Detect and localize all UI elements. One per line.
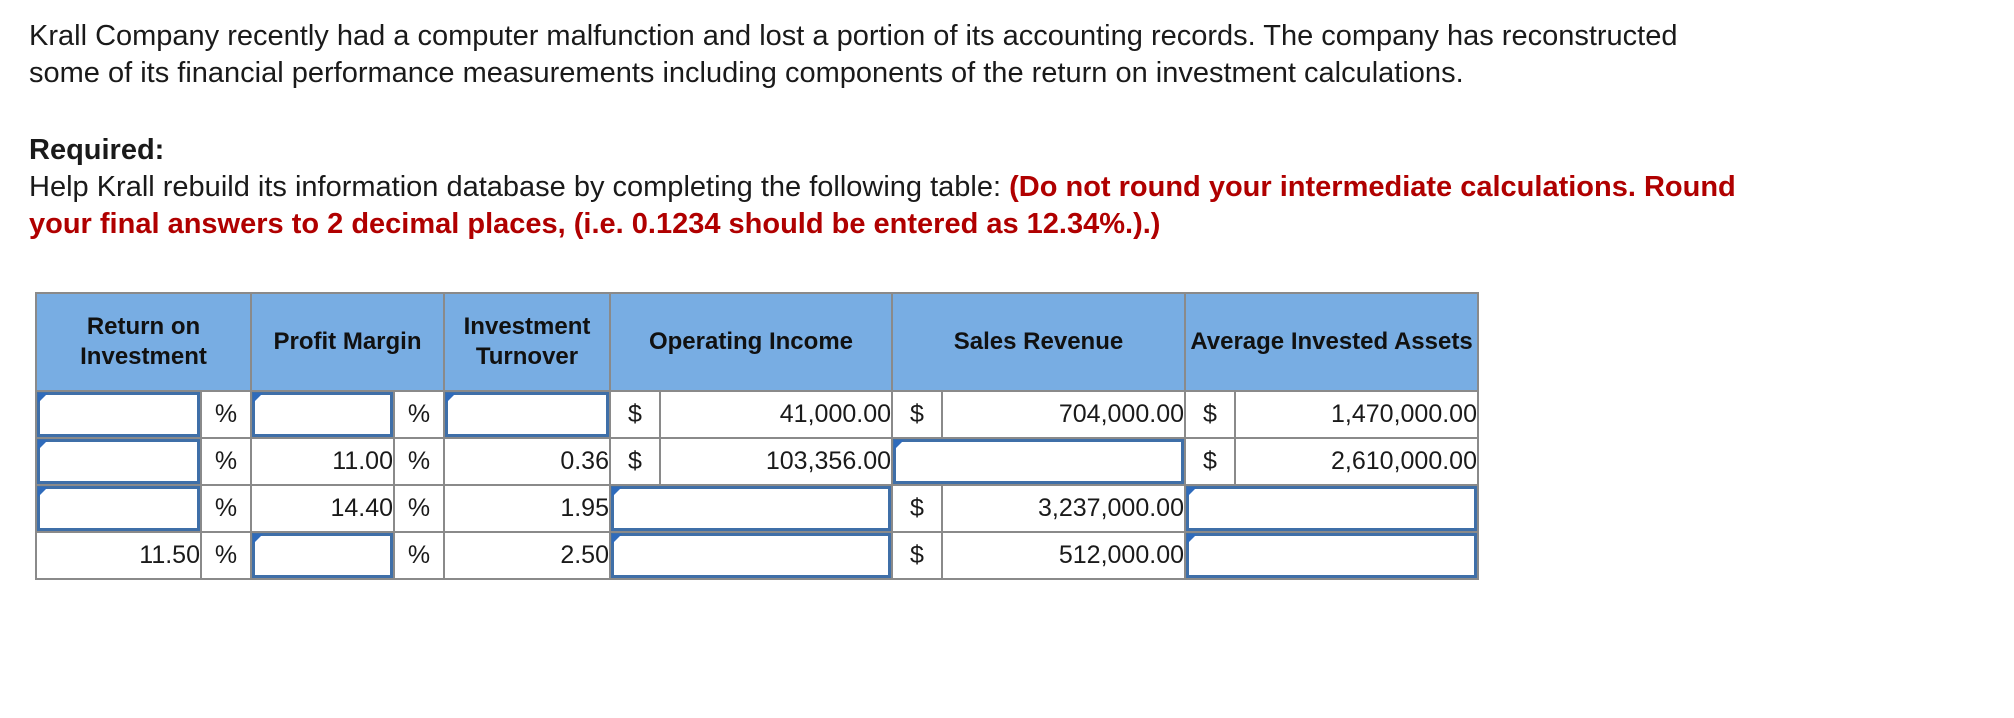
required-heading: Required: [29,134,165,166]
percent-unit: % [394,532,444,579]
operating-income-input-cell [610,485,892,532]
dollar-unit: $ [1185,391,1235,438]
percent-unit: % [394,391,444,438]
dollar-unit: $ [892,485,942,532]
turnover-input[interactable] [445,392,609,437]
roi-input[interactable] [37,392,200,437]
required-text: Help Krall rebuild its information database by completing the following table: [29,171,1010,203]
percent-unit: % [394,485,444,532]
header-sales-revenue: Sales Revenue [892,293,1185,391]
turnover-value: 1.95 [444,485,610,532]
dollar-unit: $ [892,391,942,438]
sales-revenue-value: 704,000.00 [942,391,1185,438]
roi-input[interactable] [37,486,200,531]
problem-text [29,18,1989,243]
instruction-line-1: (Do not round your intermediate calculations. Round [1009,171,1736,203]
profit-margin-value: 11.00 [251,438,394,485]
percent-unit: % [201,532,251,579]
percent-unit: % [394,438,444,485]
required-paragraph [29,169,1989,243]
roi-input[interactable] [37,439,200,484]
turnover-value: 0.36 [444,438,610,485]
table-row [36,532,1478,579]
profit-margin-input-cell [251,532,394,579]
dollar-unit: $ [1185,438,1235,485]
dollar-unit: $ [892,532,942,579]
avg-assets-value: 1,470,000.00 [1235,391,1478,438]
profit-margin-input[interactable] [252,533,393,578]
header-investment-turnover: Investment Turnover [444,293,610,391]
dollar-unit: $ [610,438,660,485]
roi-input-cell [36,485,201,532]
profit-margin-value: 14.40 [251,485,394,532]
intro-paragraph [29,18,1989,92]
sales-revenue-value: 512,000.00 [942,532,1185,579]
operating-income-input[interactable] [611,486,891,531]
percent-unit: % [201,438,251,485]
instruction-line-2: your final answers to 2 decimal places, (i.e. 0.1234 should be entered as 12.34%.).) [29,208,1161,240]
operating-income-value: 41,000.00 [660,391,892,438]
turnover-input-cell [444,391,610,438]
profit-margin-input[interactable] [252,392,393,437]
sales-revenue-value: 3,237,000.00 [942,485,1185,532]
roi-value: 11.50 [36,532,201,579]
profit-margin-input-cell [251,391,394,438]
dollar-unit: $ [610,391,660,438]
avg-assets-value: 2,610,000.00 [1235,438,1478,485]
header-profit-margin: Profit Margin [251,293,444,391]
avg-assets-input-cell [1185,485,1478,532]
percent-unit: % [201,391,251,438]
avg-assets-input-cell [1185,532,1478,579]
sales-revenue-input[interactable] [893,439,1184,484]
roi-input-cell [36,391,201,438]
operating-income-input[interactable] [611,533,891,578]
table-row [36,438,1478,485]
operating-income-value: 103,356.00 [660,438,892,485]
table-header-row [36,293,1478,391]
intro-line-2: some of its financial performance measurements including components of the return on investment calculations. [29,57,1464,89]
sales-revenue-input-cell [892,438,1185,485]
intro-line-1: Krall Company recently had a computer malfunction and lost a portion of its accounting records. The company has reconstructed [29,20,1678,52]
roi-table [35,292,1479,580]
header-return-on-investment: Return on Investment [36,293,251,391]
table-row [36,391,1478,438]
header-operating-income: Operating Income [610,293,892,391]
turnover-value: 2.50 [444,532,610,579]
table-row [36,485,1478,532]
operating-income-input-cell [610,532,892,579]
percent-unit: % [201,485,251,532]
roi-input-cell [36,438,201,485]
avg-assets-input[interactable] [1186,486,1477,531]
avg-assets-input[interactable] [1186,533,1477,578]
header-average-invested-assets: Average Invested Assets [1185,293,1478,391]
